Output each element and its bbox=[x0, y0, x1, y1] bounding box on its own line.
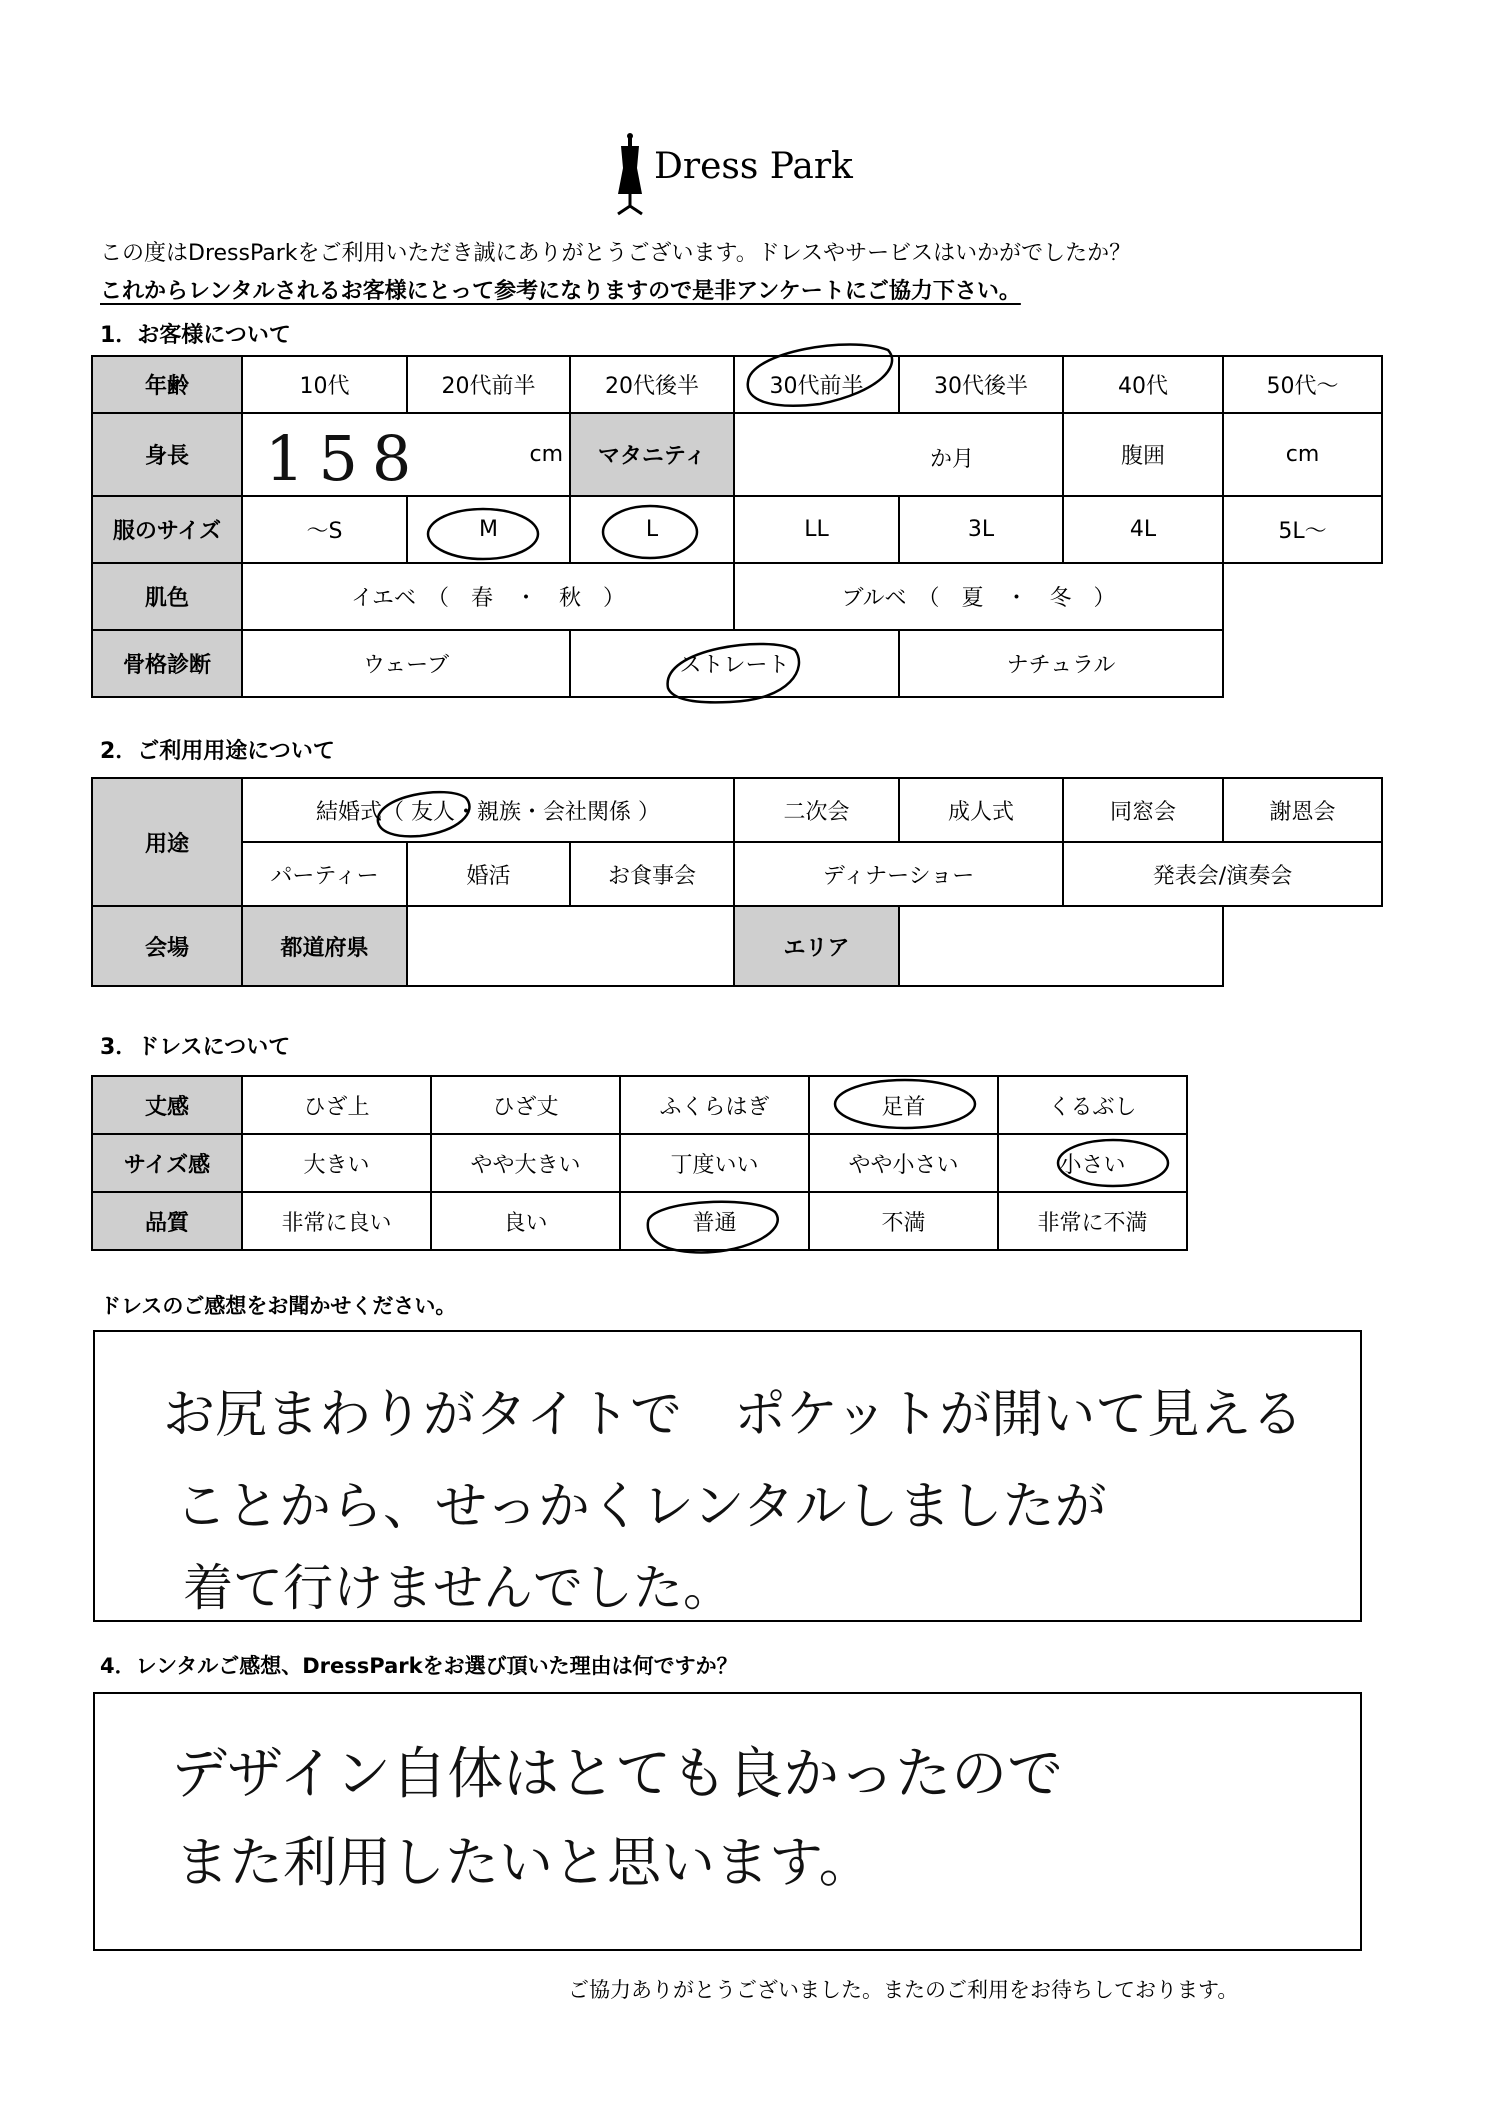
skin-label: 肌色 bbox=[92, 563, 242, 630]
intro-line-1: この度はDressParkをご利用いただき誠にありがとうございます。ドレスやサービスはいかがでしたか？ bbox=[100, 241, 1132, 266]
dress-option[interactable]: やや大きい bbox=[431, 1134, 620, 1192]
frame-option[interactable]: ウェーブ bbox=[242, 630, 570, 697]
dress-row-label: 丈感 bbox=[92, 1076, 242, 1134]
impression-line: ことから、せっかくレンタルしましたが bbox=[175, 1477, 1107, 1537]
impression-line: お尻まわりがタイトで ポケットが開いて見える bbox=[163, 1385, 1304, 1445]
circle-mark-fit bbox=[1058, 1140, 1168, 1186]
height-unit: cm bbox=[529, 442, 563, 467]
intro-line-2: これからレンタルされるお客様にとって参考になりますので是非アンケートにご協力下さい。 bbox=[100, 279, 1021, 304]
dress-option[interactable]: 丁度いい bbox=[620, 1134, 809, 1192]
size-label: 服のサイズ bbox=[92, 496, 242, 563]
circle-mark-quality bbox=[648, 1202, 778, 1253]
height-value: 158 bbox=[265, 422, 426, 495]
age-label: 年齢 bbox=[92, 356, 242, 413]
frame-option[interactable]: ストレート bbox=[570, 630, 899, 697]
dress-option[interactable]: 大きい bbox=[242, 1134, 431, 1192]
circle-mark-size-m bbox=[428, 509, 538, 559]
circle-mark-length bbox=[835, 1080, 975, 1128]
impression-line: 着て行けませんでした。 bbox=[183, 1559, 733, 1617]
dress-option[interactable]: 不満 bbox=[809, 1192, 998, 1250]
waist-label: 腹囲 bbox=[1063, 413, 1223, 496]
venue-label: 会場 bbox=[92, 906, 242, 986]
section-3-title: 3．ドレスについて bbox=[100, 1035, 291, 1060]
age-option[interactable]: 30代後半 bbox=[899, 356, 1063, 413]
frame-option[interactable]: ナチュラル bbox=[899, 630, 1223, 697]
waist-unit: cm bbox=[1223, 413, 1382, 496]
size-option[interactable]: LL bbox=[734, 496, 899, 563]
wedding-option[interactable]: 結婚式（ 友人・親族・会社関係 ） bbox=[242, 778, 734, 842]
age-option[interactable]: 30代前半 bbox=[734, 356, 899, 413]
purpose-option[interactable]: お食事会 bbox=[570, 842, 734, 906]
age-option[interactable]: 10代 bbox=[242, 356, 407, 413]
dress-option[interactable]: 足首 bbox=[809, 1076, 998, 1134]
age-option[interactable]: 40代 bbox=[1063, 356, 1223, 413]
dress-option[interactable]: ひざ丈 bbox=[431, 1076, 620, 1134]
circle-mark-frame bbox=[668, 644, 799, 702]
months-unit: か月 bbox=[930, 447, 975, 472]
circle-mark-wedding bbox=[378, 792, 470, 836]
dress-option[interactable]: 普通 bbox=[620, 1192, 809, 1250]
purpose-option[interactable]: 婚活 bbox=[407, 842, 570, 906]
purpose-option[interactable]: 成人式 bbox=[899, 778, 1063, 842]
dress-option[interactable]: 良い bbox=[431, 1192, 620, 1250]
skin-yellow-option[interactable]: イエベ （ 春 ・ 秋 ） bbox=[242, 563, 734, 630]
age-option[interactable]: 20代後半 bbox=[570, 356, 734, 413]
section-1-title: 1．お客様について bbox=[100, 323, 291, 348]
purpose-option[interactable]: パーティー bbox=[242, 842, 407, 906]
size-option[interactable]: ～S bbox=[242, 496, 407, 563]
section-2-title: 2．ご利用用途について bbox=[100, 739, 335, 764]
height-label: 身長 bbox=[92, 413, 242, 496]
dress-option[interactable]: 非常に不満 bbox=[998, 1192, 1187, 1250]
dress-option[interactable]: 非常に良い bbox=[242, 1192, 431, 1250]
age-option[interactable]: 20代前半 bbox=[407, 356, 570, 413]
purpose-option[interactable]: 二次会 bbox=[734, 778, 899, 842]
size-option[interactable]: L bbox=[570, 496, 734, 563]
reason-line: デザイン自体はとても良かったので bbox=[171, 1742, 1064, 1807]
maternity-label: マタニティ bbox=[570, 413, 734, 496]
brand-name: Dress Park bbox=[654, 146, 853, 187]
impression-prompt: ドレスのご感想をお聞かせください。 bbox=[100, 1294, 457, 1318]
purpose-label: 用途 bbox=[92, 778, 242, 906]
footer-thanks: ご協力ありがとうございました。またのご利用をお待ちしております。 bbox=[568, 1978, 1239, 2002]
age-option[interactable]: 50代～ bbox=[1223, 356, 1382, 413]
dress-option[interactable]: くるぶし bbox=[998, 1076, 1187, 1134]
purpose-option[interactable]: 発表会/演奏会 bbox=[1063, 842, 1382, 906]
size-option[interactable]: 4L bbox=[1063, 496, 1223, 563]
size-option[interactable]: 3L bbox=[899, 496, 1063, 563]
purpose-option[interactable]: 謝恩会 bbox=[1223, 778, 1382, 842]
dress-option[interactable]: 小さい bbox=[998, 1134, 1187, 1192]
size-option[interactable]: 5L～ bbox=[1223, 496, 1382, 563]
circle-mark-age bbox=[748, 344, 892, 405]
dress-option[interactable]: ひざ上 bbox=[242, 1076, 431, 1134]
size-option[interactable]: M bbox=[407, 496, 570, 563]
circle-mark-size-l bbox=[603, 506, 697, 558]
section-4-title: 4．レンタルご感想、DressParkをお選び頂いた理由は何ですか？ bbox=[100, 1654, 738, 1678]
skin-blue-option[interactable]: ブルベ （ 夏 ・ 冬 ） bbox=[734, 563, 1223, 630]
area-label: エリア bbox=[734, 906, 899, 986]
reason-line: また利用したいと思います。 bbox=[175, 1831, 873, 1894]
prefecture-label: 都道府県 bbox=[242, 906, 407, 986]
purpose-option[interactable]: ディナーショー bbox=[734, 842, 1063, 906]
dress-option[interactable]: ふくらはぎ bbox=[620, 1076, 809, 1134]
frame-label: 骨格診断 bbox=[92, 630, 242, 697]
dress-option[interactable]: やや小さい bbox=[809, 1134, 998, 1192]
dress-row-label: 品質 bbox=[92, 1192, 242, 1250]
dress-row-label: サイズ感 bbox=[92, 1134, 242, 1192]
purpose-option[interactable]: 同窓会 bbox=[1063, 778, 1223, 842]
